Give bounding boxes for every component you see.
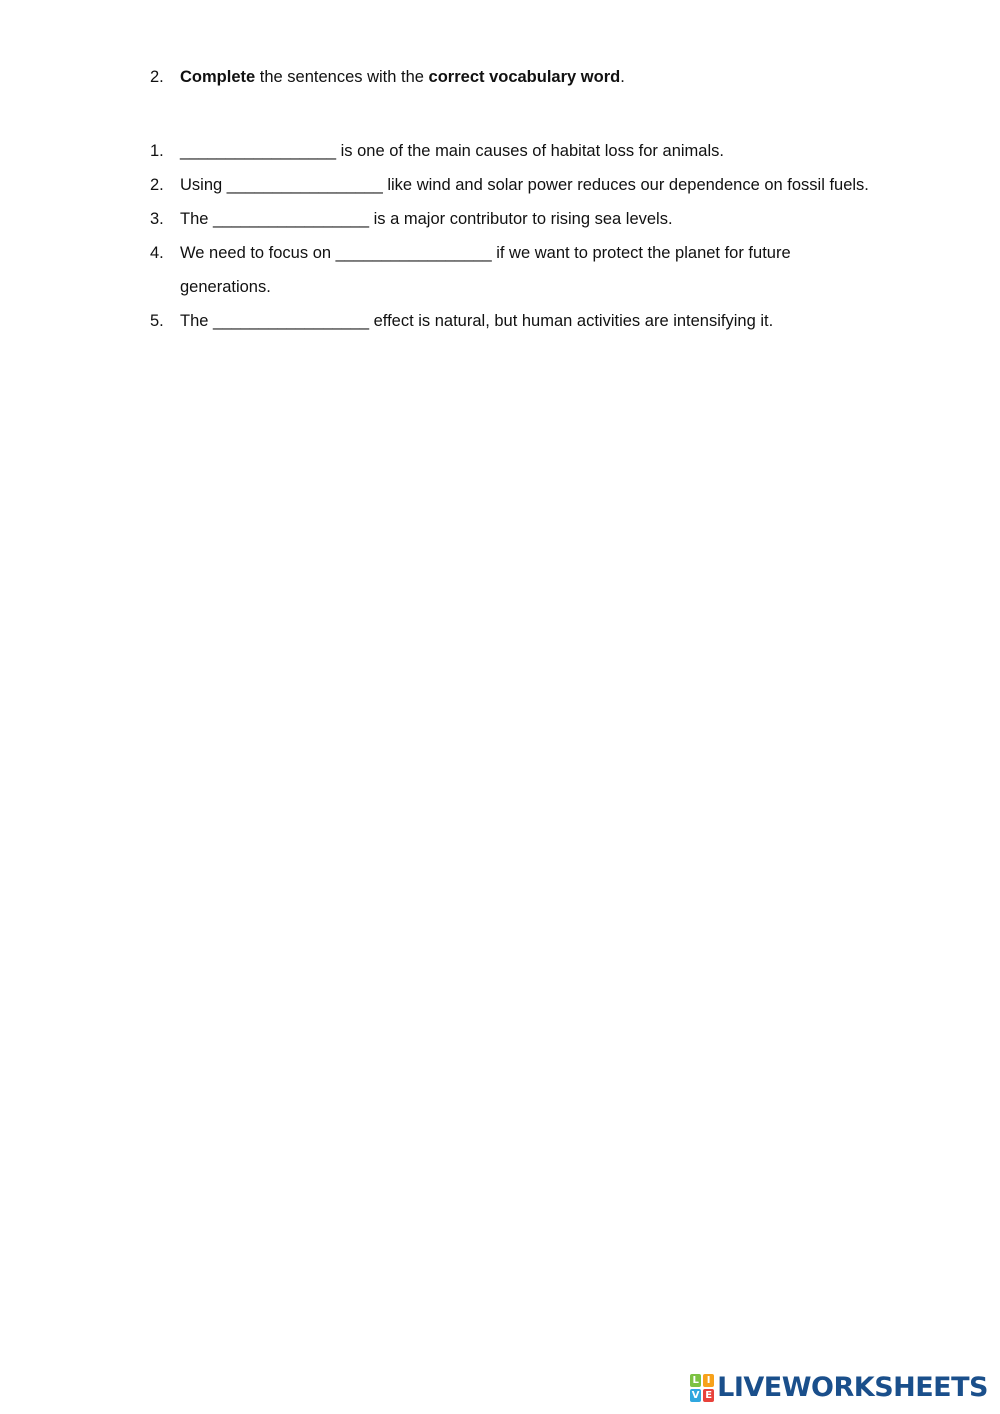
logo-letter-l: L — [690, 1374, 701, 1387]
instruction-bold-complete: Complete — [180, 68, 256, 86]
instruction-number: 2. — [150, 68, 164, 86]
liveworksheets-logo[interactable] — [690, 1372, 988, 1404]
sentence-text: We need to focus on _________________ if we want to protect the planet for future — [180, 244, 791, 262]
logo-letter-i: I — [703, 1374, 714, 1387]
sentence-number: 3. — [150, 210, 164, 228]
sentence-item — [150, 134, 910, 168]
sentence-number: 2. — [150, 176, 164, 194]
sentence-text: Using _________________ like wind and solar power reduces our dependence on fossil fuels. — [180, 176, 869, 194]
live-logo-icon — [690, 1374, 714, 1402]
sentence-list — [150, 134, 910, 338]
instruction — [150, 66, 625, 88]
instruction-text: the sentences with the — [255, 68, 429, 86]
sentence-number: 1. — [150, 142, 164, 160]
sentence-text-continued: generations. — [180, 278, 271, 296]
sentence-text: The _________________ effect is natural, but human activities are intensifying it. — [180, 312, 774, 330]
sentence-number: 5. — [150, 312, 164, 330]
instruction-bold-vocab: correct vocabulary word — [428, 68, 621, 86]
logo-letter-v: V — [691, 1390, 700, 1401]
sentence-item — [150, 304, 910, 338]
instruction-period: . — [620, 68, 625, 86]
sentence-item — [150, 236, 910, 304]
sentence-text: _________________ is one of the main causes of habitat loss for animals. — [180, 142, 724, 160]
sentence-item — [150, 202, 910, 236]
sentence-number: 4. — [150, 244, 164, 262]
sentence-text: The _________________ is a major contributor to rising sea levels. — [180, 210, 673, 228]
brand-wordmark: LIVEWORKSHEETS — [717, 1372, 988, 1403]
logo-letter-e: E — [703, 1389, 714, 1402]
sentence-item — [150, 168, 910, 202]
